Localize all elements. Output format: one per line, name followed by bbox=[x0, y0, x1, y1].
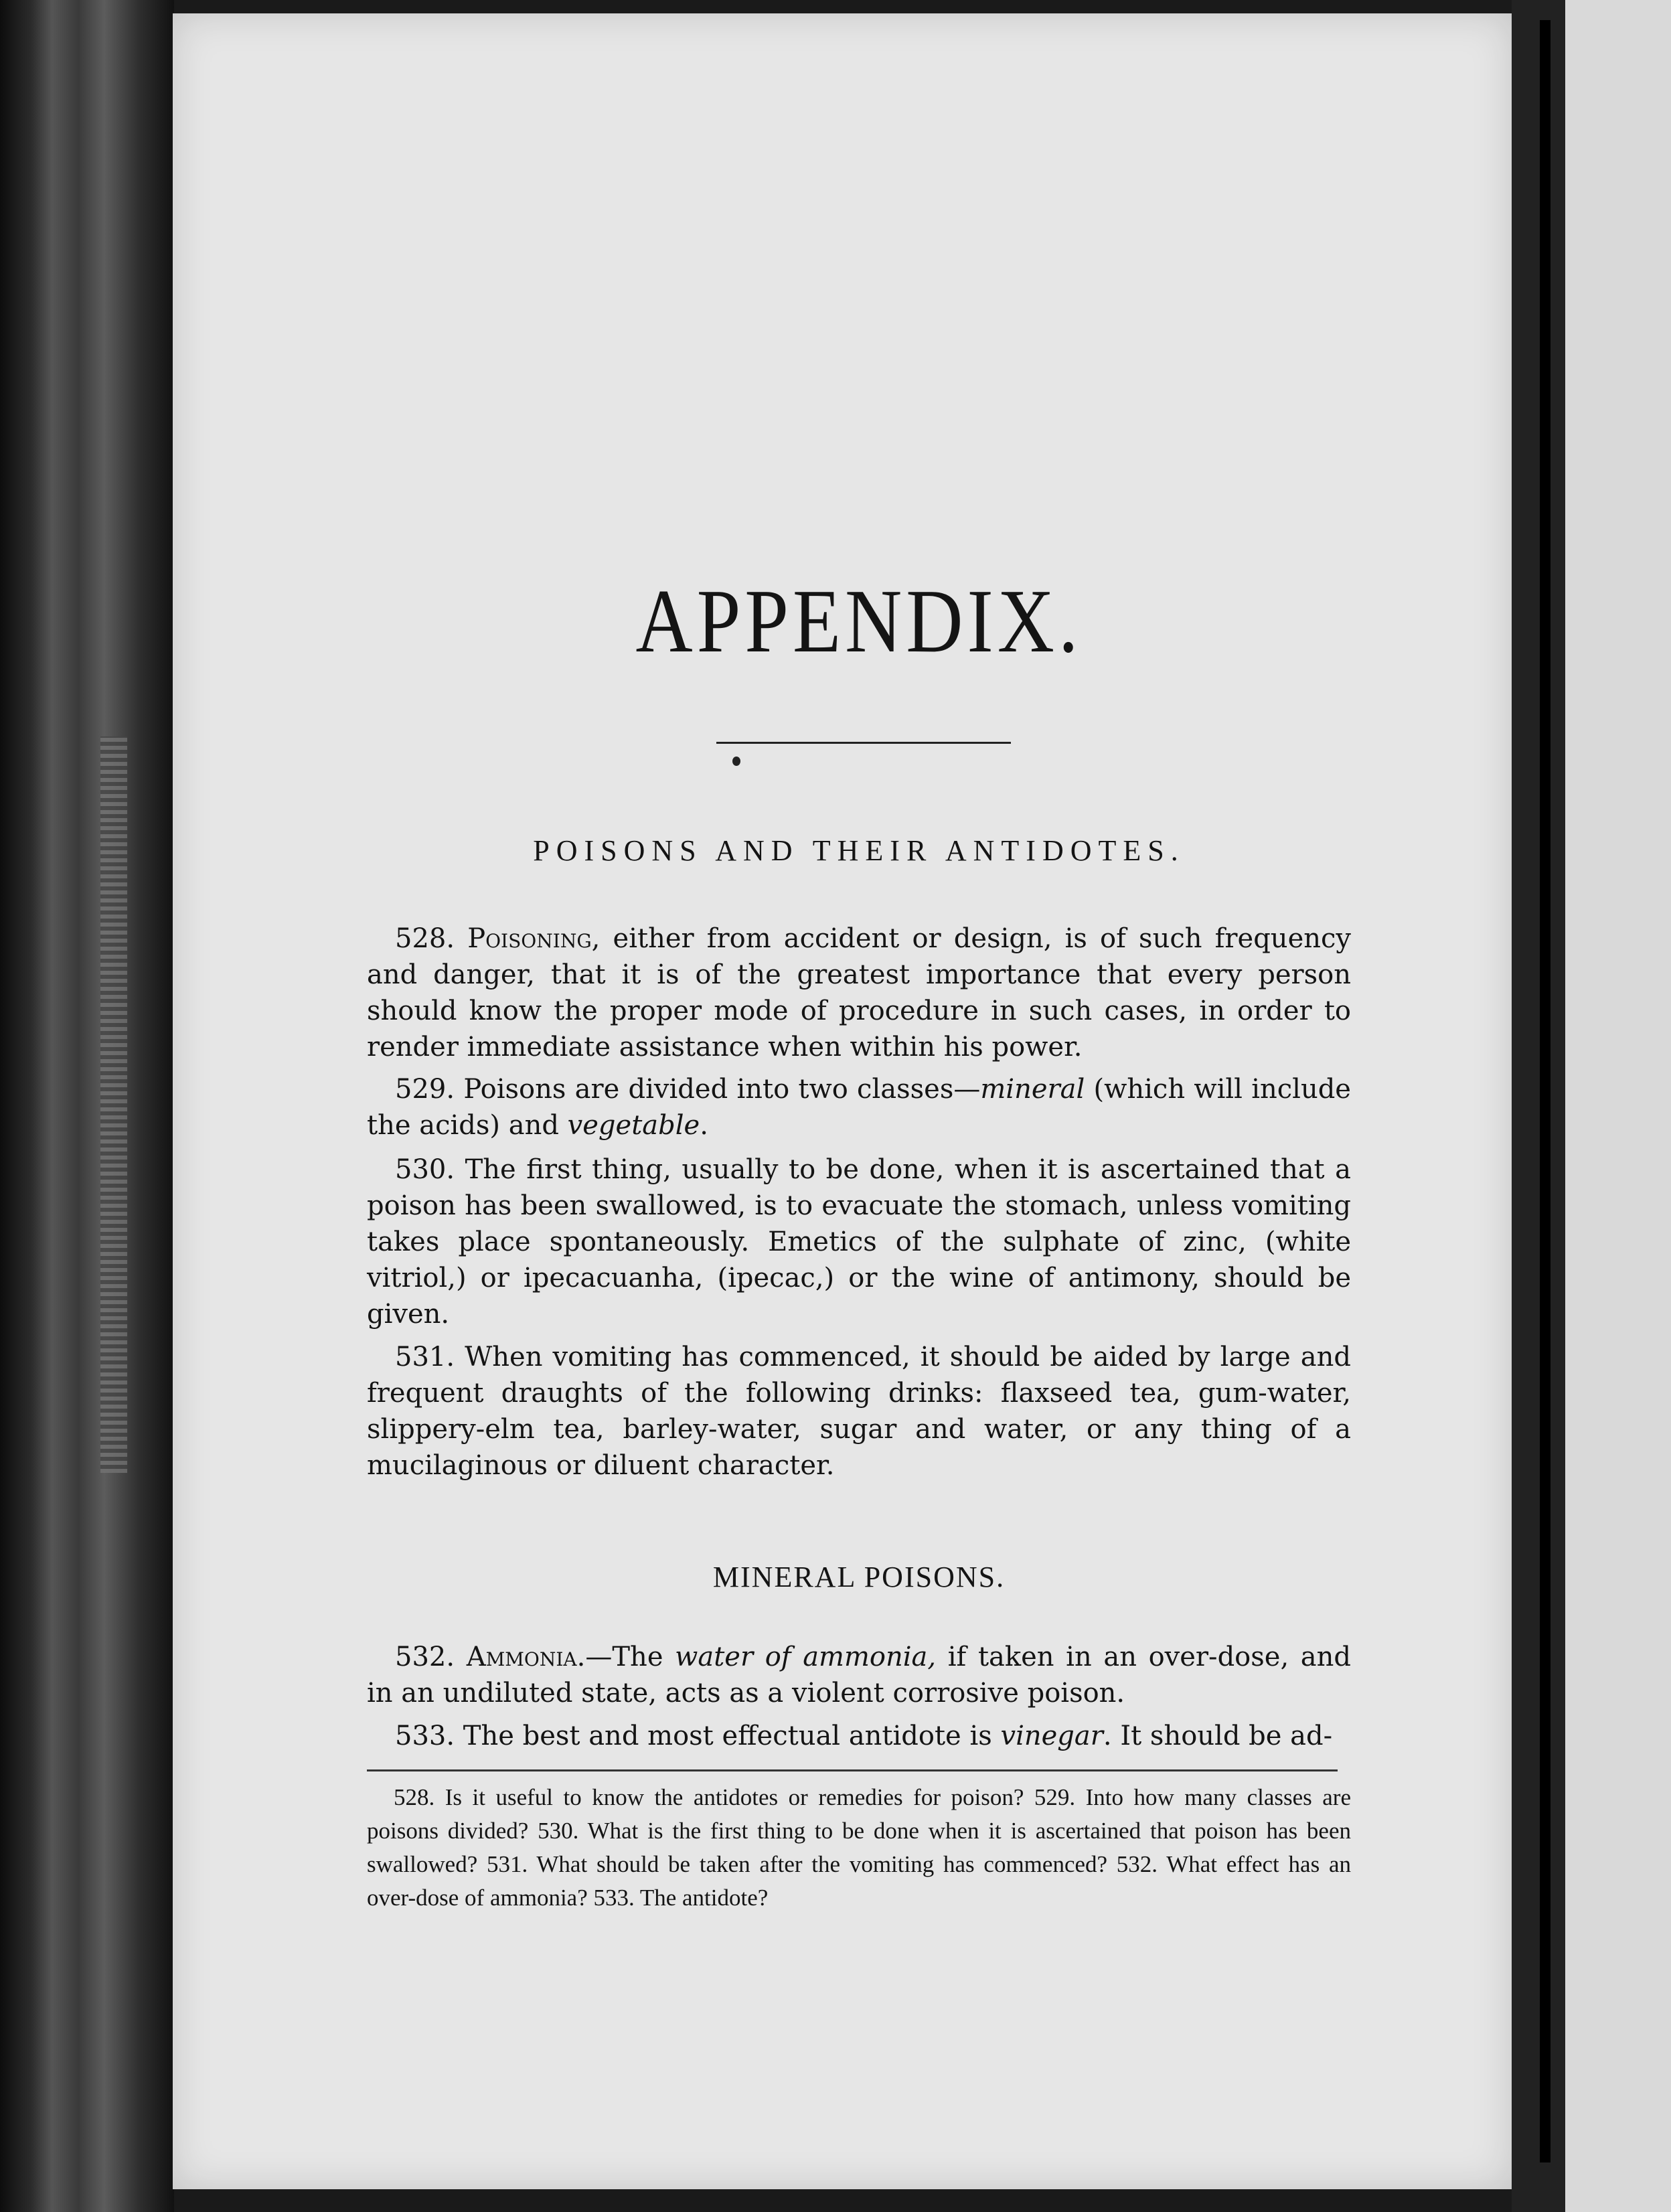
section-heading: POISONS AND THEIR ANTIDOTES. bbox=[533, 834, 1185, 867]
paragraph-lead: Ammonia. bbox=[466, 1642, 586, 1672]
paragraph-number: 531. bbox=[395, 1342, 455, 1372]
paragraph-text: When vomiting has commenced, it should be aided by large and frequent draughts of the following drinks: flaxseed tea, gum-water, slippery-elm tea, barley-water, sugar and water, or any thing of a mucilaginous or diluent character. bbox=[367, 1342, 1351, 1481]
paragraph-number: 533. bbox=[395, 1721, 455, 1751]
paragraph-number: 529. bbox=[395, 1074, 455, 1105]
page-gutter bbox=[1512, 0, 1565, 2212]
paragraph-529 bbox=[367, 1071, 1351, 1143]
title-divider bbox=[716, 742, 1011, 744]
paragraph-text: (which will include the acids) and bbox=[367, 1074, 1351, 1141]
page-title: APPENDIX. bbox=[635, 570, 1083, 672]
facing-page-edge bbox=[1565, 0, 1671, 2212]
spine-library-label bbox=[100, 736, 127, 1473]
paragraph-531 bbox=[367, 1339, 1351, 1484]
paragraph-532 bbox=[367, 1639, 1351, 1711]
paragraph-text: Poisons are divided into two classes— bbox=[463, 1074, 981, 1105]
paragraph-italic: vinegar bbox=[1000, 1721, 1103, 1751]
paragraph-533 bbox=[367, 1718, 1351, 1754]
paragraph-text: . bbox=[700, 1110, 708, 1141]
paragraph-italic: water of ammonia, bbox=[675, 1642, 937, 1672]
subsection-heading: MINERAL POISONS. bbox=[712, 1561, 1006, 1593]
paragraph-text: if taken in an over-dose, and in an undiluted state, acts as a violent corrosive poison. bbox=[367, 1642, 1352, 1709]
gutter-shadow bbox=[1540, 20, 1550, 2162]
paragraph-number: 530. bbox=[395, 1154, 455, 1185]
paragraph-text: . It should be ad- bbox=[1103, 1721, 1333, 1751]
paragraph-text: either from accident or design, is of such frequency and danger, that it is of the greatest importance that every person should know the proper mode of procedure in such cases, in order to render immediate assistance when within his power. bbox=[367, 923, 1352, 1062]
paragraph-text: The best and most effectual antidote is bbox=[463, 1721, 992, 1751]
paragraph-530 bbox=[367, 1152, 1351, 1332]
footnote-divider bbox=[367, 1769, 1338, 1771]
paragraph-italic: mineral bbox=[980, 1074, 1085, 1105]
footnote-questions: 528. Is it useful to know the antidotes or remedies for poison? 529. Into how many classes are poisons divided? 530. What is the first thing to be done when it is ascertained that poison has been swallowed? 531. What should be taken after the vomiting has commenced? 532. What effect has an over-dose of ammonia? 533. The antidote? bbox=[367, 1784, 1351, 1911]
paragraph-italic: vegetable bbox=[567, 1110, 700, 1141]
book-spine bbox=[0, 0, 174, 2212]
paragraph-text: —The bbox=[585, 1642, 663, 1672]
divider-ornament bbox=[732, 757, 740, 766]
paragraph-528 bbox=[367, 921, 1351, 1065]
paragraph-number: 528. bbox=[395, 923, 455, 954]
paragraph-number: 532. bbox=[395, 1642, 455, 1672]
paragraph-text: The first thing, usually to be done, when it is ascertained that a poison has been swallowed, is to evacuate the stomach, unless vomiting takes place spontaneously. Emetics of the sulphate of zinc, (white vitriol,) or ipecacuanha, (ipecac,) or the wine of antimony, should be given. bbox=[367, 1154, 1351, 1330]
paragraph-lead: Poisoning, bbox=[467, 923, 601, 954]
